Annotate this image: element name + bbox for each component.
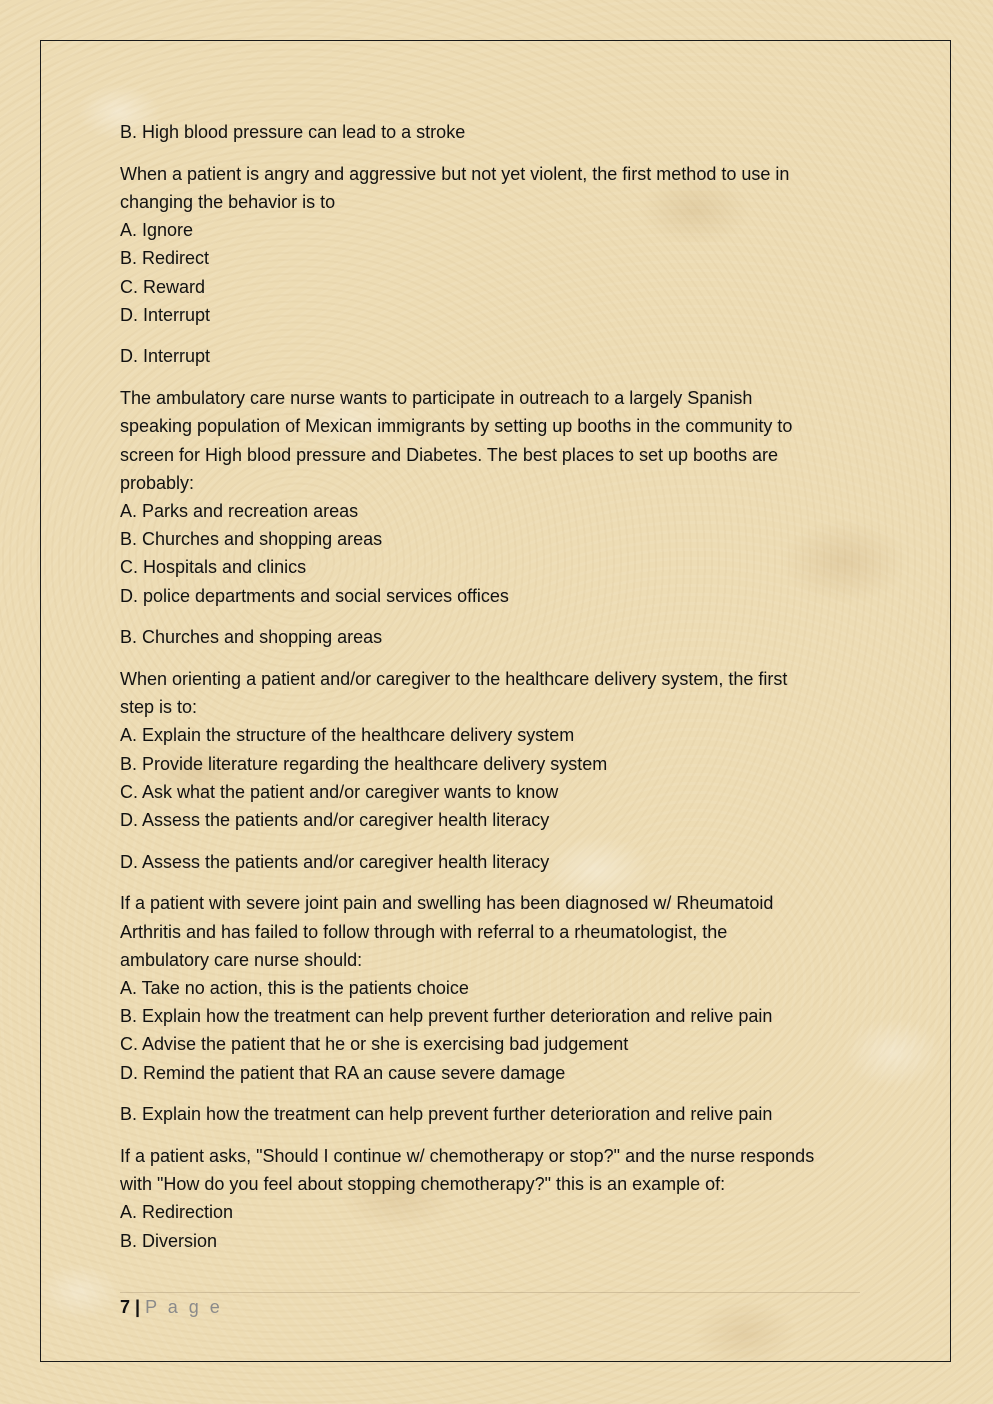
answer-option: D. Interrupt <box>120 304 211 325</box>
footer-divider <box>120 1292 860 1293</box>
question-block <box>120 889 880 1086</box>
question-text-line: When a patient is angry and aggressive but not yet violent, the first method to use in <box>120 163 790 184</box>
answer-block <box>120 848 880 876</box>
answer-option: D. Remind the patient that RA an cause severe damage <box>120 1062 566 1083</box>
question-text-line: screen for High blood pressure and Diabetes. The best places to set up booths are <box>120 444 779 465</box>
question-text-line: step is to: <box>120 697 198 718</box>
answer-option: D. police departments and social services offices <box>120 585 509 606</box>
answer-block <box>120 1100 880 1128</box>
answer-option: C. Ask what the patient and/or caregiver wants to know <box>120 781 559 802</box>
question-text-line: When orienting a patient and/or caregiver to the healthcare delivery system, the first <box>120 668 788 689</box>
answer-option: A. Ignore <box>120 220 194 241</box>
page-label: P a g e <box>145 1297 223 1317</box>
question-text-line: ambulatory care nurse should: <box>120 949 363 970</box>
page-number: 7 <box>120 1297 131 1317</box>
answer-block <box>120 118 880 146</box>
answer-option: A. Take no action, this is the patients choice <box>120 977 469 998</box>
answer-text: B. Explain how the treatment can help prevent further deterioration and relive pain <box>120 1104 773 1125</box>
answer-text: D. Interrupt <box>120 346 211 367</box>
answer-option: B. Churches and shopping areas <box>120 529 383 550</box>
answer-text: D. Assess the patients and/or caregiver health literacy <box>120 851 550 872</box>
question-text-line: If a patient with severe joint pain and swelling has been diagnosed w/ Rheumatoid <box>120 893 774 914</box>
answer-block <box>120 623 880 651</box>
question-text-line: with "How do you feel about stopping chemotherapy?" this is an example of: <box>120 1174 726 1195</box>
question-block <box>120 665 880 834</box>
answer-block <box>120 342 880 370</box>
answer-text: B. High blood pressure can lead to a stroke <box>120 122 466 142</box>
question-block <box>120 384 880 610</box>
document-body <box>120 118 880 1268</box>
question-text-line: If a patient asks, "Should I continue w/ chemotherapy or stop?" and the nurse responds <box>120 1146 815 1166</box>
question-text-line: changing the behavior is to <box>120 191 336 212</box>
answer-option: C. Advise the patient that he or she is exercising bad judgement <box>120 1034 629 1055</box>
question-block <box>120 160 880 329</box>
question-text-line: The ambulatory care nurse wants to participate in outreach to a largely Spanish <box>120 388 753 409</box>
answer-option: C. Hospitals and clinics <box>120 557 307 578</box>
question-text-line: probably: <box>120 472 195 493</box>
question-text-line: speaking population of Mexican immigrants by setting up booths in the community to <box>120 416 793 437</box>
page-separator: | <box>135 1297 141 1317</box>
answer-option: B. Diversion <box>120 1230 218 1251</box>
answer-option: B. Provide literature regarding the healthcare delivery system <box>120 753 608 774</box>
page-footer <box>120 1293 223 1321</box>
question-block <box>120 1142 880 1255</box>
answer-option: C. Reward <box>120 276 206 297</box>
answer-option: A. Parks and recreation areas <box>120 500 359 521</box>
answer-text: B. Churches and shopping areas <box>120 627 383 648</box>
answer-option: B. Redirect <box>120 248 210 269</box>
answer-option: A. Explain the structure of the healthcare delivery system <box>120 725 575 746</box>
answer-option: A. Redirection <box>120 1202 234 1223</box>
answer-option: D. Assess the patients and/or caregiver health literacy <box>120 809 550 830</box>
question-text-line: Arthritis and has failed to follow through with referral to a rheumatologist, the <box>120 921 728 942</box>
answer-option: B. Explain how the treatment can help prevent further deterioration and relive pain <box>120 1006 773 1027</box>
